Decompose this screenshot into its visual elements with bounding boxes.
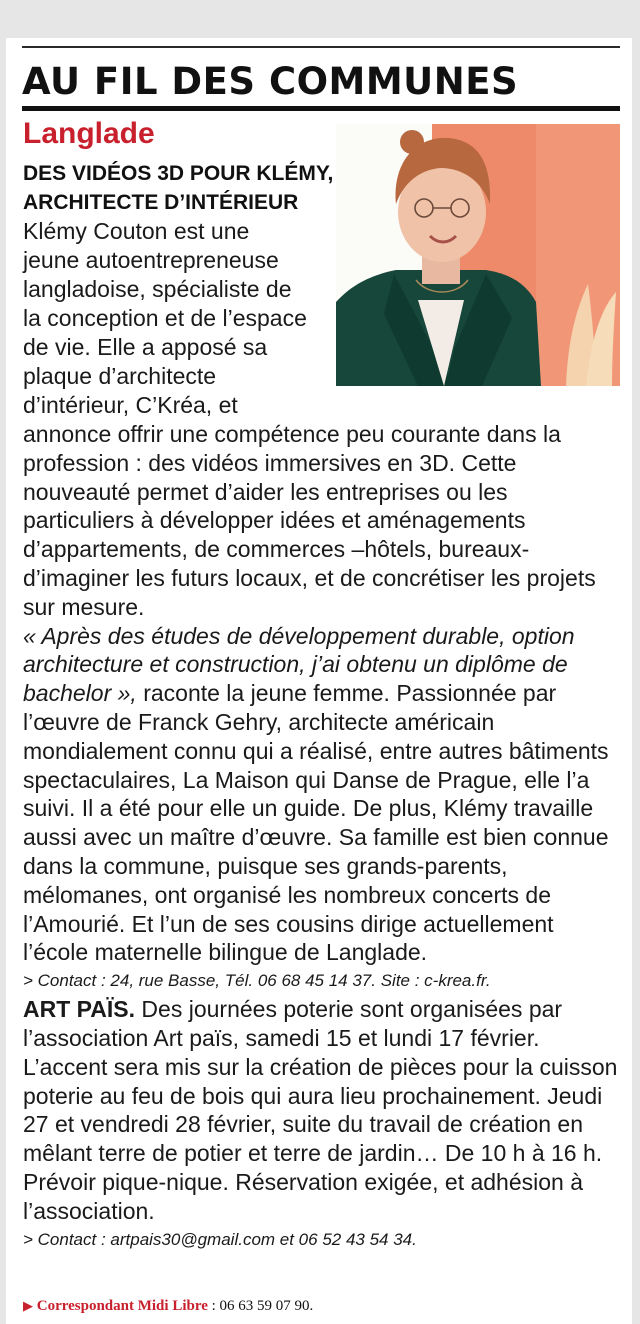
intro-text [23, 217, 338, 420]
section-rule [22, 106, 620, 111]
contact-line-1: > Contact : 24, rue Basse, Tél. 06 68 45 14 37. Site : c-krea.fr. [23, 971, 491, 991]
paragraph-2 [23, 622, 625, 968]
article-body [23, 420, 625, 1254]
portrait-photo [336, 124, 620, 386]
intro-line: Klémy Couton est une [23, 218, 250, 244]
art-pais-brand: ART PAÏS. [23, 996, 136, 1023]
art-pais-text: Des journées poterie sont organisées par l’association Art païs, samedi 15 et lundi 17 février. L’accent sera mis sur la création de pièces pour la cuisson poterie au feu de bois qui aura lieu prochainement. Jeudi 27 et vendredi 28 février, suite du travail de création en mêlant terre de potier et terre de jardin… De 10 h à 16 h. Prévoir pique-nique. Réservation exigée, et adhésion à l’association. [23, 996, 618, 1224]
portrait-illustration [336, 124, 620, 386]
intro-line: langladoise, spécialiste de [23, 276, 292, 302]
intro-line: de vie. Elle a apposé sa [23, 334, 268, 360]
newspaper-page [6, 38, 632, 1324]
correspondent-label: Correspondant Midi Libre [36, 1298, 208, 1314]
quote: « Après des études de développement durable, option architecture et construction, j’ai obtenu un diplôme de bachelor », [23, 622, 575, 707]
article-headline [23, 159, 363, 217]
correspondent-phone: : 06 63 59 07 90. [207, 1298, 314, 1314]
contact-line-2: > Contact : artpais30@gmail.com et 06 52 43 54 34. [23, 1229, 417, 1249]
headline-line-2: ARCHITECTE D’INTÉRIEUR [23, 191, 299, 214]
intro-line: jeune autoentrepreneuse [23, 247, 279, 273]
intro-line: plaque d’architecte [23, 363, 217, 389]
town-name: Langlade [23, 117, 155, 150]
intro-line: d’intérieur, C’Kréa, et [23, 392, 238, 418]
headline-line-1: DES VIDÉOS 3D POUR KLÉMY, [23, 162, 334, 185]
intro-line: la conception et de l’espace [23, 305, 307, 331]
art-pais-paragraph [23, 995, 625, 1225]
paragraph-2-text: raconte la jeune femme. Passionnée par l’œuvre de Franck Gehry, architecte américain mondialement connu qui a réalisé, entre autres bâtiments spectaculaires, La Maison qui Danse de Prague, elle l’a suivi. Il a été pour elle un guide. De plus, Klémy travaille aussi avec un maître d’œuvre. Sa famille est bien connue dans la commune, puisque ses grands-parents, mélomanes, ont organisé les nombreux concerts de l’Amourié. Et l’un de ses cousins dirige actuellement l’école maternelle bilingue de Langlade. [23, 680, 609, 966]
top-rule [22, 46, 620, 48]
paragraph-1: annonce offrir une compétence peu courante dans la profession : des vidéos immersives en 3D. Cette nouveauté permet d’aider les entreprises ou les particuliers à développer idées et aménagements d’appartements, de commerces –hôtels, bureaux- d’imaginer les futurs locaux, et de concrétiser les projets sur mesure. [23, 421, 596, 620]
correspondent-credit [23, 1296, 313, 1316]
triangle-arrow-icon: ▶ [23, 1298, 33, 1313]
section-title: AU FIL DES COMMUNES [22, 60, 519, 103]
